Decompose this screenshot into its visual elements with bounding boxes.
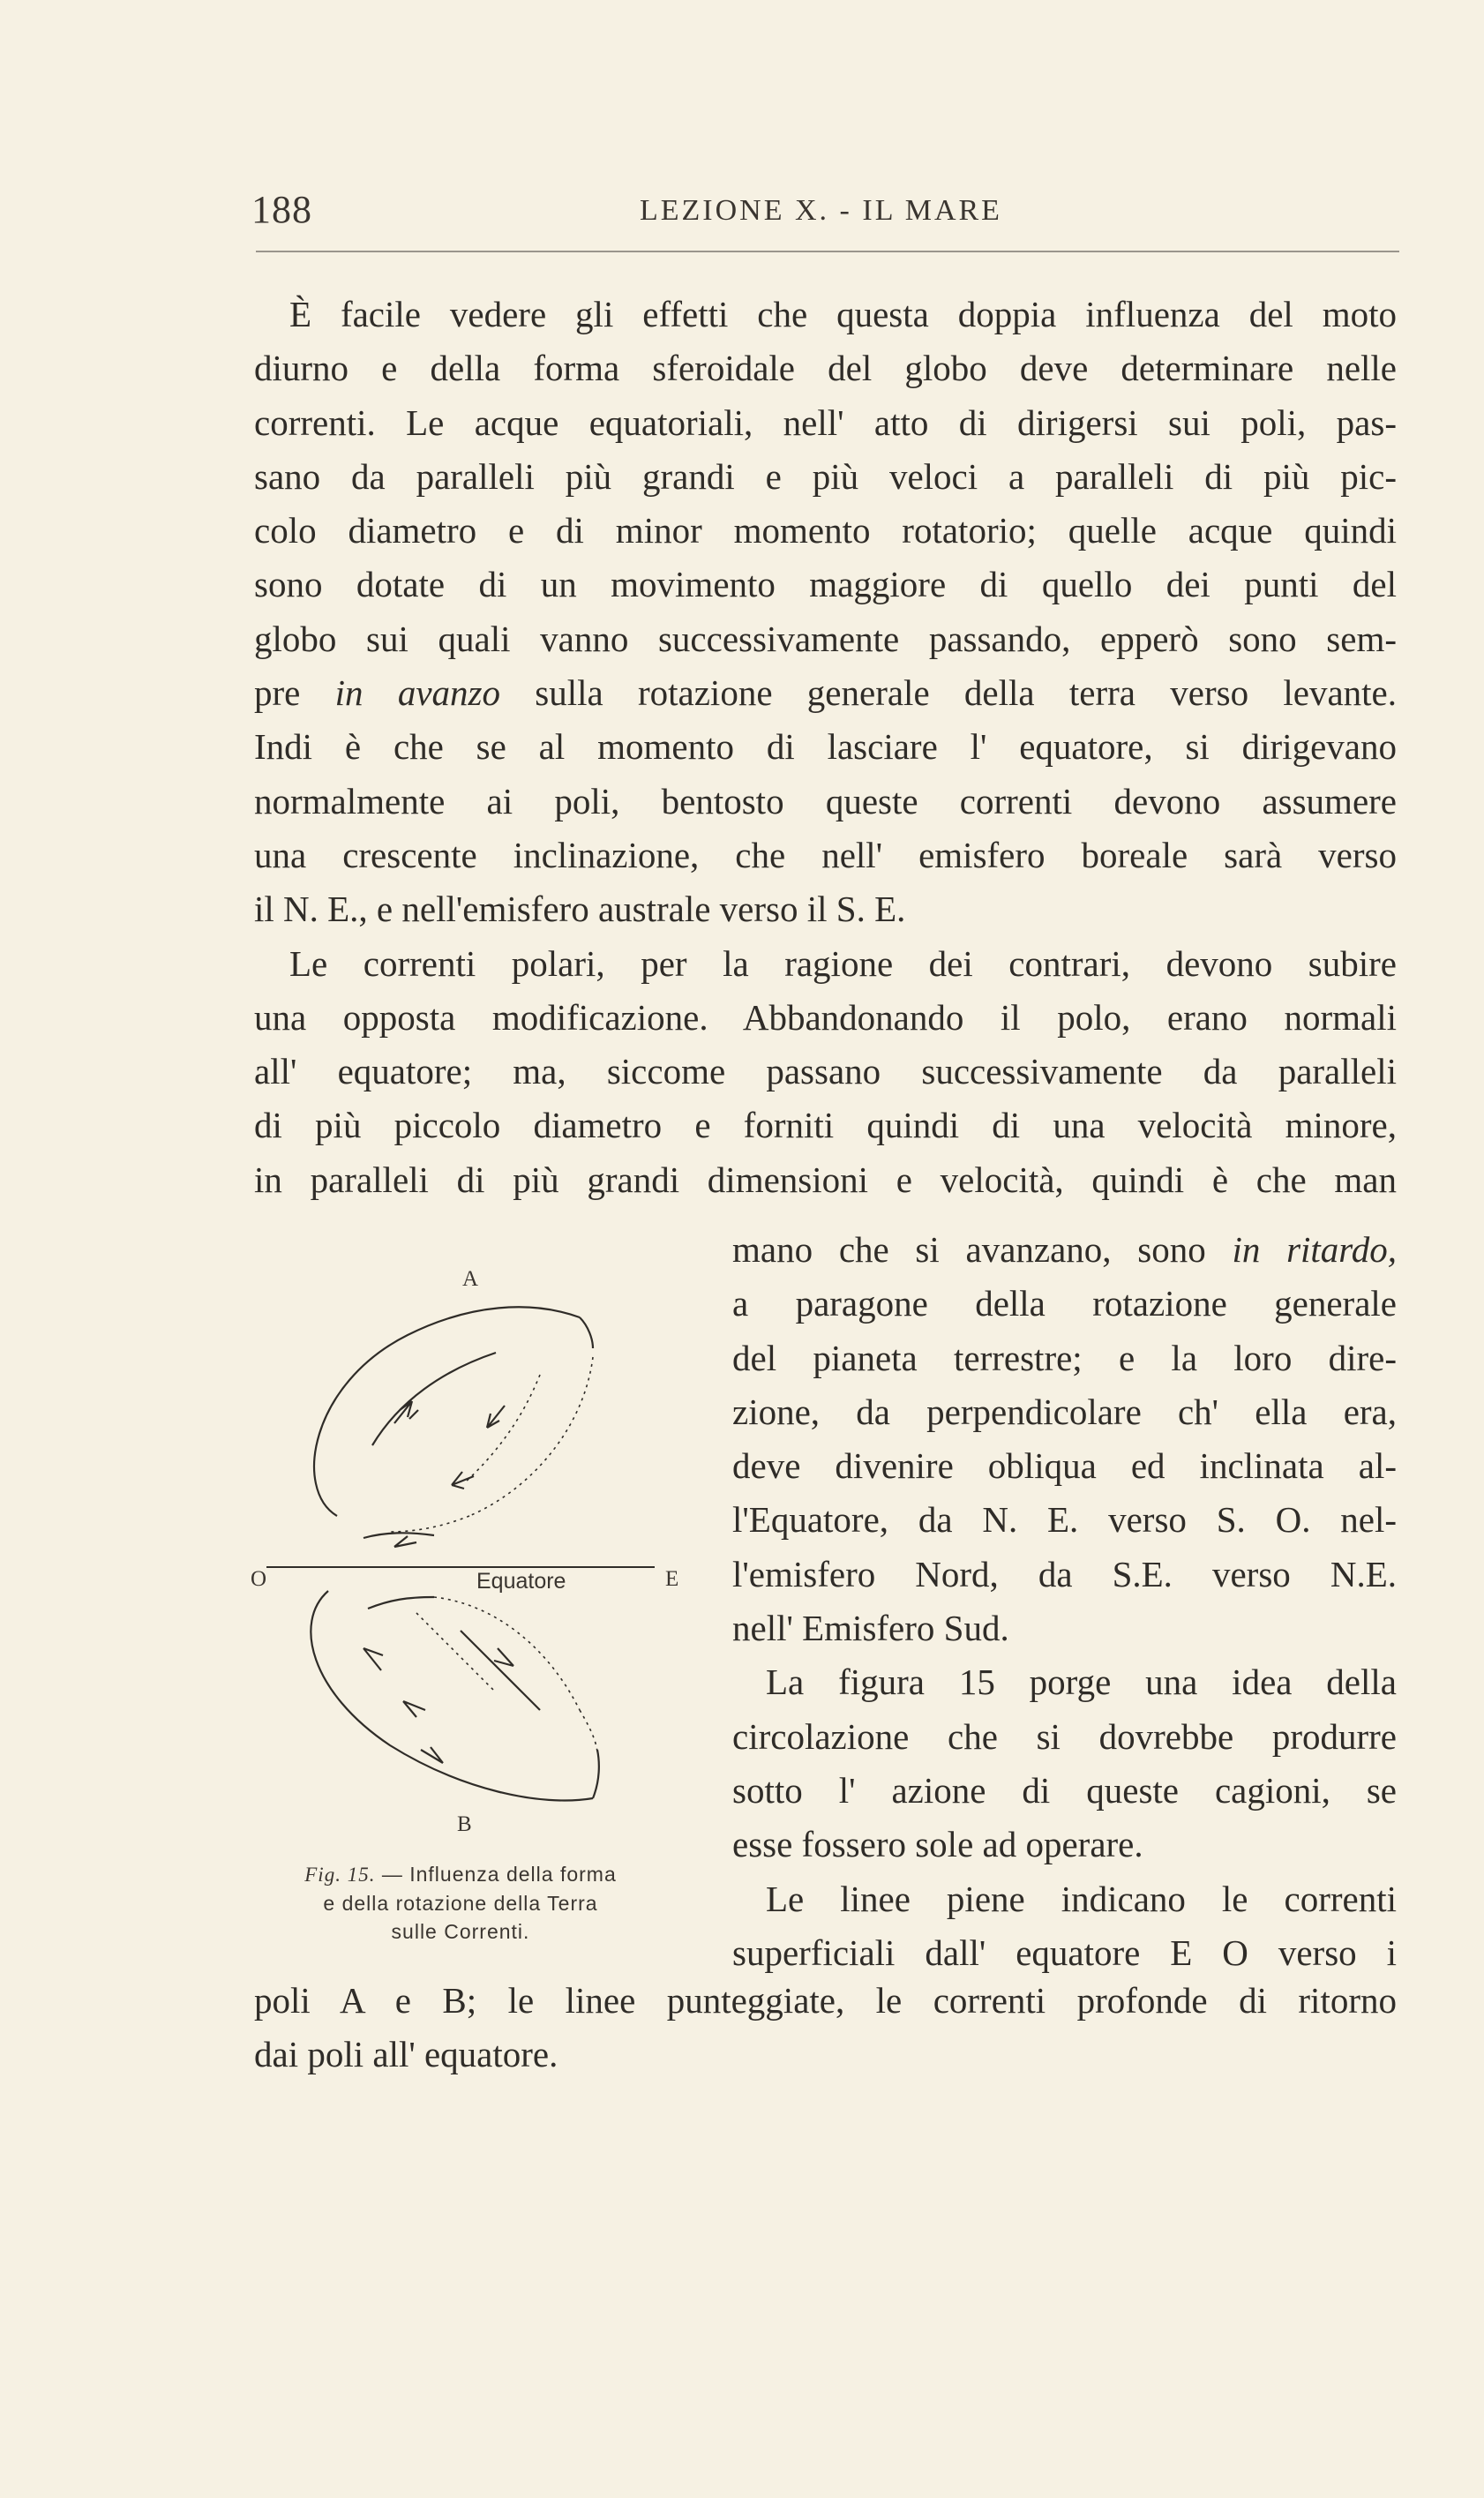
text-line: dai poli all' equatore. xyxy=(254,2034,558,2075)
text-line xyxy=(732,1223,1397,1277)
surface-current-line xyxy=(311,1591,593,1801)
text-line: deve divenire obliqua ed inclinata al- xyxy=(732,1445,1397,1487)
running-head: LEZIONE X. - IL MARE xyxy=(640,194,1002,227)
text-line: sotto l' azione di queste cagioni, se xyxy=(732,1769,1397,1811)
text-line: superficiali dall' equatore E O verso i xyxy=(732,1932,1397,1973)
text-line: È facile vedere gli effetti che questa doppia influenza del moto xyxy=(289,294,1397,334)
text-line: circolazione che si dovrebbe produrre xyxy=(732,1715,1397,1757)
text-line: a paragone della rotazione generale xyxy=(732,1283,1397,1324)
body-text-top xyxy=(254,288,1397,1207)
deep-current-line xyxy=(434,1597,580,1710)
text-run: mano che si avanzano, sono xyxy=(732,1229,1233,1270)
text-line: La figura 15 porge una idea della xyxy=(766,1662,1397,1703)
text-line: l'emisfero Nord, da S.E. verso N.E. xyxy=(732,1553,1397,1594)
pole-label-b: B xyxy=(457,1812,472,1836)
text-line: zione, da perpendicolare ch' ella era, xyxy=(732,1391,1397,1432)
surface-current-line xyxy=(368,1597,434,1609)
figure-caption xyxy=(231,1860,690,1946)
deep-current-line xyxy=(390,1516,469,1532)
caption-line: sulle Correnti. xyxy=(391,1920,530,1943)
text-run: pre xyxy=(254,672,335,714)
pole-label-a: A xyxy=(462,1267,479,1291)
page-number: 188 xyxy=(251,188,312,231)
text-line: sano da paralleli più grandi e più veloci a paralleli di più pic- xyxy=(254,455,1397,497)
label-e: E xyxy=(665,1567,679,1591)
header-rule xyxy=(256,251,1399,252)
text-line: Le linee piene indicano le correnti xyxy=(766,1878,1397,1919)
text-line: esse fossero sole ad operare. xyxy=(732,1824,1143,1865)
page-header xyxy=(251,187,1398,240)
equator-label: Equatore xyxy=(476,1569,566,1594)
surface-current-line xyxy=(580,1317,593,1348)
text-line: una opposta modificazione. Abbandonando il polo, erano normali xyxy=(254,996,1397,1038)
text-line xyxy=(254,666,1397,720)
text-line: del pianeta terrestre; e la loro dire- xyxy=(732,1337,1397,1378)
text-line: Indi è che se al momento di lasciare l' equatore, si dirigevano xyxy=(254,726,1397,768)
figure-number: Fig. 15. xyxy=(304,1864,376,1886)
text-line: una crescente inclinazione, che nell' emisfero boreale sarà verso xyxy=(254,834,1397,875)
body-text-bottom xyxy=(254,1974,1397,2082)
text-line: normalmente ai poli, bentosto queste correnti devono assumere xyxy=(254,780,1397,821)
text-line: l'Equatore, da N. E. verso S. O. nel- xyxy=(732,1499,1397,1541)
deep-current-line xyxy=(580,1710,597,1754)
text-line: Le correnti polari, per la ragione dei contrari, devono subire xyxy=(289,942,1397,984)
text-line: il N. E., e nell'emisfero australe verso il S. E. xyxy=(254,889,906,930)
caption-line xyxy=(231,1860,690,1889)
figure-15 xyxy=(231,1251,690,1984)
text-line: colo diametro e di minor momento rotatorio; quelle acque quindi xyxy=(254,510,1397,551)
text-run: sulla rotazione generale della terra verso levante. xyxy=(499,672,1397,714)
italic-phrase: in avanzo xyxy=(334,672,500,714)
deep-current-line xyxy=(465,1375,540,1482)
surface-current-line xyxy=(364,1533,434,1538)
surface-current-line xyxy=(461,1631,540,1710)
text-line: correnti. Le acque equatoriali, nell' atto di dirigersi sui poli, pas- xyxy=(254,401,1397,443)
text-line: nell' Emisfero Sud. xyxy=(732,1608,1009,1649)
italic-phrase: in ritardo, xyxy=(1232,1229,1397,1270)
text-line: sono dotate di un movimento maggiore di quello dei punti del xyxy=(254,564,1397,605)
surface-current-line xyxy=(372,1353,496,1445)
caption-line: e della rotazione della Terra xyxy=(323,1892,598,1915)
text-line: in paralleli di più grandi dimensioni e velocità, quindi è che man xyxy=(254,1159,1397,1200)
text-line: globo sui quali vanno successivamente passando, epperò sono sem- xyxy=(254,618,1397,659)
text-line: di più piccolo diametro e forniti quindi di una velocità minore, xyxy=(254,1105,1397,1146)
text-line: all' equatore; ma, siccome passano successivamente da paralleli xyxy=(254,1051,1397,1092)
deep-current-line xyxy=(469,1357,593,1516)
text-line: diurno e della forma sferoidale del globo deve determinare nelle xyxy=(254,348,1397,389)
label-o: O xyxy=(251,1567,267,1591)
currents-diagram xyxy=(231,1251,690,1851)
caption-text: — Influenza della forma xyxy=(381,1863,617,1886)
text-line: poli A e B; le linee punteggiate, le correnti profonde di ritorno xyxy=(254,1980,1397,2021)
surface-current-line xyxy=(593,1750,599,1798)
body-text-wrap xyxy=(732,1223,1397,1980)
surface-current-line xyxy=(314,1307,580,1516)
